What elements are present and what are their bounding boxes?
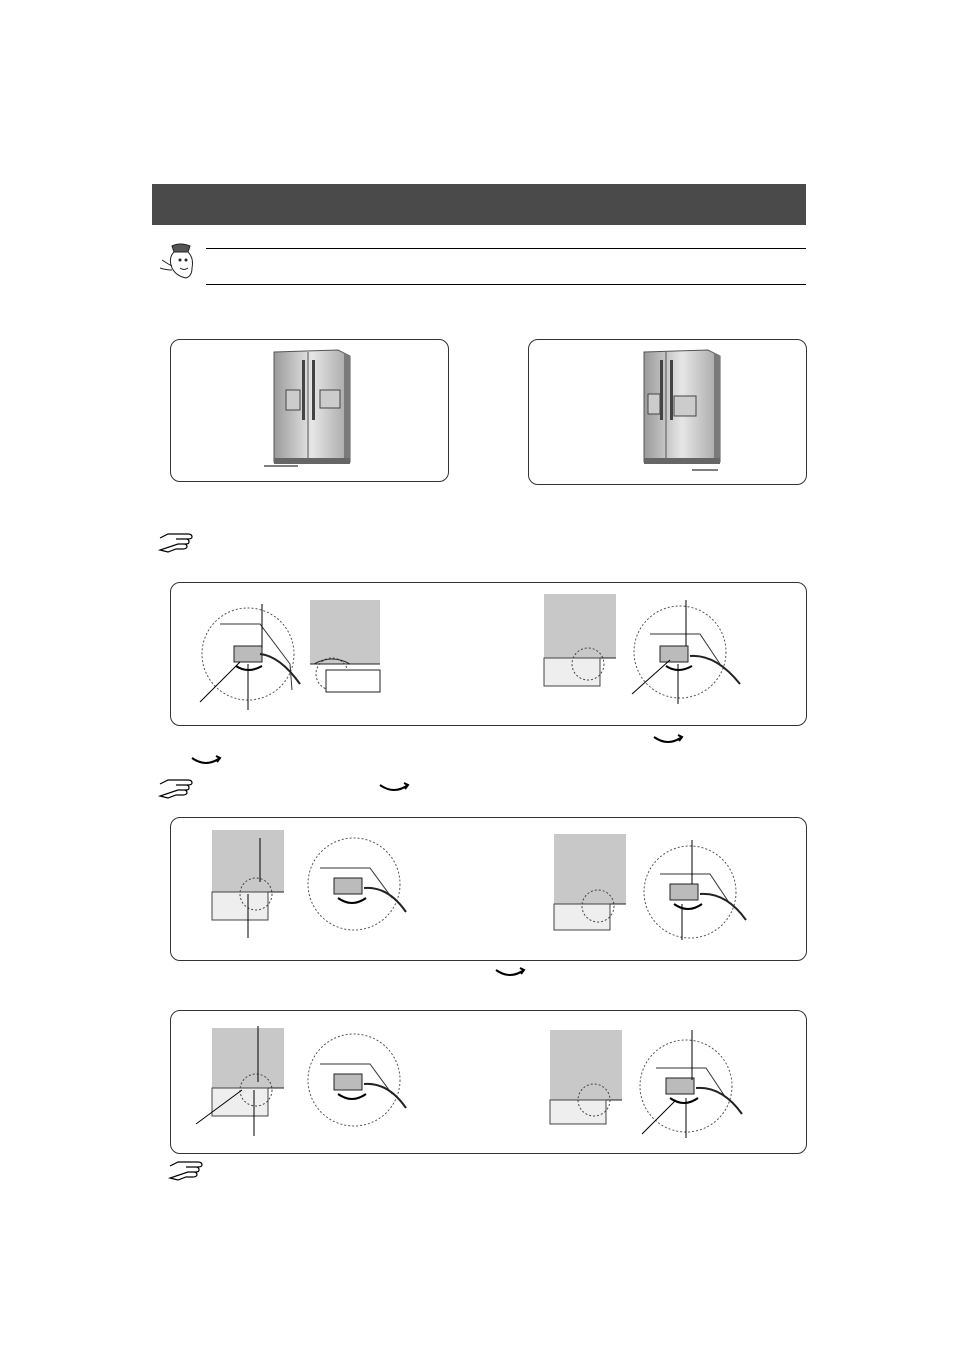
fridge-illustration [262, 346, 358, 472]
note-rule-top [206, 248, 806, 249]
curved-arrow-icon [652, 733, 684, 747]
pointing-hand-icon [158, 532, 194, 554]
section-title-bar [152, 184, 806, 225]
hinge-adjust-illustration [540, 594, 750, 710]
curved-arrow-icon [378, 781, 410, 795]
hinge-adjust-illustration [200, 594, 390, 710]
note-rule-bottom [206, 284, 806, 285]
hinge-adjust-illustration [196, 1024, 416, 1140]
hinge-adjust-illustration [550, 828, 760, 944]
pointing-hand-icon [168, 1160, 204, 1182]
chef-mascot-icon [158, 242, 202, 282]
fridge-illustration [632, 346, 724, 472]
hinge-adjust-illustration [208, 828, 418, 944]
hinge-adjust-illustration [546, 1024, 756, 1140]
curved-arrow-icon [190, 754, 222, 768]
curved-arrow-icon [494, 966, 526, 980]
pointing-hand-icon [158, 778, 194, 800]
